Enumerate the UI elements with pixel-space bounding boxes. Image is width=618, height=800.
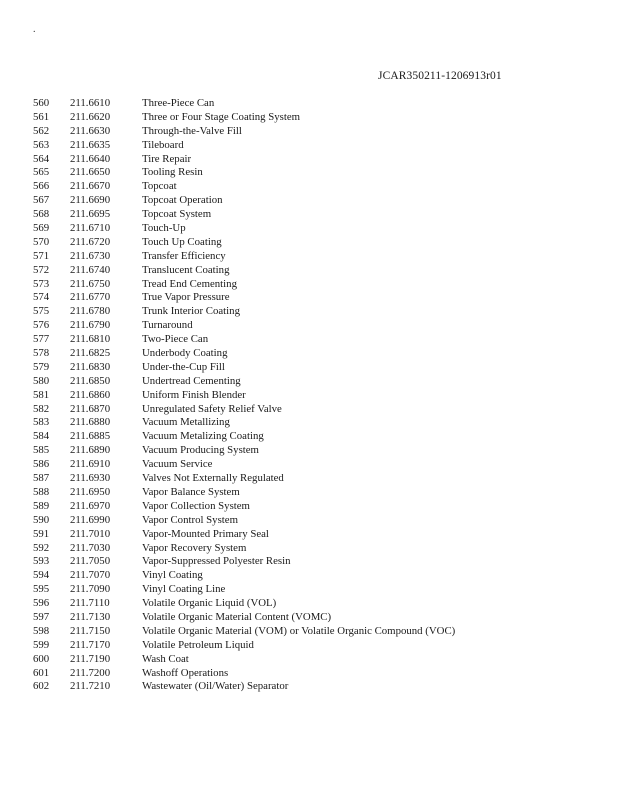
defined-term: Vacuum Service [142, 458, 213, 471]
defined-term: Tire Repair [142, 152, 192, 165]
row-number: 572 [33, 263, 50, 276]
list-item [0, 180, 618, 194]
section-number: 211.6885 [70, 430, 111, 443]
section-number: 211.6910 [70, 458, 111, 471]
section-number: 211.6880 [70, 416, 111, 429]
list-item [0, 611, 618, 625]
list-item [0, 208, 618, 222]
section-number: 211.6635 [70, 138, 111, 151]
row-number: 560 [33, 97, 50, 109]
row-number: 575 [33, 305, 50, 318]
section-number: 211.6770 [70, 291, 111, 304]
defined-term: Vapor Recovery System [142, 541, 247, 554]
list-item [0, 125, 618, 139]
list-item [0, 583, 618, 597]
section-number: 211.7110 [70, 597, 110, 610]
row-number: 599 [33, 638, 50, 651]
defined-term: Wastewater (Oil/Water) Separator [142, 680, 289, 693]
section-number: 211.6860 [70, 388, 111, 401]
list-item [0, 542, 618, 556]
defined-term: Tread End Cementing [142, 277, 237, 290]
defined-term: Topcoat [142, 180, 177, 193]
defined-term: Underbody Coating [142, 347, 228, 360]
defined-term: Vacuum Metalizing Coating [142, 430, 264, 443]
row-number: 577 [33, 333, 50, 346]
defined-term: Tileboard [142, 138, 184, 151]
row-number: 569 [33, 222, 50, 235]
row-number: 563 [33, 138, 50, 151]
section-number: 211.7210 [70, 680, 111, 693]
defined-term: Translucent Coating [142, 263, 230, 276]
row-number: 598 [33, 624, 50, 637]
document-id: JCAR350211-1206913r01 [378, 70, 502, 82]
row-number: 571 [33, 249, 50, 262]
row-number: 590 [33, 513, 50, 526]
section-number: 211.7070 [70, 569, 111, 582]
defined-term: Topcoat System [142, 208, 212, 221]
list-item [0, 500, 618, 514]
list-item [0, 389, 618, 403]
section-number: 211.6650 [70, 166, 111, 179]
section-number: 211.6930 [70, 472, 111, 485]
list-item [0, 347, 618, 361]
defined-term: Vapor-Suppressed Polyester Resin [142, 555, 291, 568]
defined-term: Vinyl Coating Line [142, 583, 226, 596]
list-item [0, 458, 618, 472]
defined-term: Touch Up Coating [142, 235, 222, 248]
section-number: 211.6990 [70, 513, 111, 526]
defined-term: Vacuum Metallizing [142, 416, 230, 429]
section-number: 211.6620 [70, 110, 111, 123]
row-number: 592 [33, 541, 50, 554]
defined-term: Trunk Interior Coating [142, 305, 240, 318]
section-number: 211.6670 [70, 180, 111, 193]
row-number: 576 [33, 319, 50, 332]
row-number: 581 [33, 388, 50, 401]
row-number: 593 [33, 555, 50, 568]
defined-term: Vapor-Mounted Primary Seal [142, 527, 269, 540]
list-item [0, 194, 618, 208]
list-item [0, 597, 618, 611]
row-number: 587 [33, 472, 50, 485]
row-number: 602 [33, 680, 50, 693]
row-number: 562 [33, 124, 50, 137]
list-item [0, 333, 618, 347]
section-number: 211.6720 [70, 235, 111, 248]
row-number: 574 [33, 291, 50, 304]
row-number: 580 [33, 374, 50, 387]
row-number: 570 [33, 235, 50, 248]
list-item [0, 236, 618, 250]
section-number: 211.7130 [70, 610, 111, 623]
row-number: 586 [33, 458, 50, 471]
list-item [0, 97, 618, 111]
defined-term: Unregulated Safety Relief Valve [142, 402, 282, 415]
row-number: 600 [33, 652, 50, 665]
list-item [0, 514, 618, 528]
row-number: 564 [33, 152, 50, 165]
definitions-list [0, 97, 618, 694]
defined-term: Touch-Up [142, 222, 186, 235]
row-number: 601 [33, 666, 50, 679]
row-number: 573 [33, 277, 50, 290]
defined-term: Wash Coat [142, 652, 189, 665]
list-item [0, 667, 618, 681]
defined-term: Uniform Finish Blender [142, 388, 246, 401]
row-number: 597 [33, 610, 50, 623]
list-item [0, 305, 618, 319]
section-number: 211.6710 [70, 222, 111, 235]
section-number: 211.7050 [70, 555, 111, 568]
list-item [0, 291, 618, 305]
section-number: 211.7170 [70, 638, 111, 651]
section-number: 211.6830 [70, 360, 111, 373]
list-item [0, 222, 618, 236]
section-number: 211.7090 [70, 583, 111, 596]
list-item [0, 139, 618, 153]
row-number: 579 [33, 360, 50, 373]
defined-term: Transfer Efficiency [142, 249, 226, 262]
defined-term: Volatile Organic Material (VOM) or Volatile Organic Compound (VOC) [142, 624, 456, 637]
list-item [0, 528, 618, 542]
row-number: 594 [33, 569, 50, 582]
defined-term: Volatile Organic Liquid (VOL) [142, 597, 277, 610]
defined-term: Valves Not Externally Regulated [142, 472, 284, 485]
list-item [0, 569, 618, 583]
row-number: 589 [33, 499, 50, 512]
list-item [0, 153, 618, 167]
list-item [0, 375, 618, 389]
defined-term: Three or Four Stage Coating System [142, 110, 301, 123]
section-number: 211.6690 [70, 194, 111, 207]
defined-term: Topcoat Operation [142, 194, 223, 207]
list-item [0, 639, 618, 653]
row-number: 596 [33, 597, 50, 610]
stray-mark: . [33, 24, 36, 35]
row-number: 585 [33, 444, 50, 457]
section-number: 211.6950 [70, 485, 111, 498]
defined-term: Volatile Petroleum Liquid [142, 638, 254, 651]
section-number: 211.6810 [70, 333, 111, 346]
row-number: 568 [33, 208, 50, 221]
list-item [0, 111, 618, 125]
defined-term: Through-the-Valve Fill [142, 124, 242, 137]
row-number: 578 [33, 347, 50, 360]
list-item [0, 166, 618, 180]
list-item [0, 555, 618, 569]
section-number: 211.6790 [70, 319, 111, 332]
section-number: 211.6780 [70, 305, 111, 318]
row-number: 595 [33, 583, 50, 596]
section-number: 211.6740 [70, 263, 111, 276]
section-number: 211.6640 [70, 152, 111, 165]
defined-term: Vapor Control System [142, 513, 238, 526]
defined-term: Vacuum Producing System [142, 444, 259, 457]
section-number: 211.6750 [70, 277, 111, 290]
list-item [0, 416, 618, 430]
section-number: 211.6695 [70, 208, 111, 221]
defined-term: Undertread Cementing [142, 374, 241, 387]
section-number: 211.7030 [70, 541, 111, 554]
defined-term: Two-Piece Can [142, 333, 209, 346]
list-item [0, 680, 618, 694]
section-number: 211.7010 [70, 527, 111, 540]
defined-term: Vapor Balance System [142, 485, 240, 498]
defined-term: Under-the-Cup Fill [142, 360, 225, 373]
defined-term: Tooling Resin [142, 166, 203, 179]
section-number: 211.6970 [70, 499, 111, 512]
section-number: 211.6610 [70, 97, 111, 109]
list-item [0, 361, 618, 375]
section-number: 211.7200 [70, 666, 111, 679]
defined-term: True Vapor Pressure [142, 291, 230, 304]
row-number: 583 [33, 416, 50, 429]
row-number: 588 [33, 485, 50, 498]
list-item [0, 472, 618, 486]
defined-term: Three-Piece Can [142, 97, 215, 109]
list-item [0, 250, 618, 264]
list-item [0, 430, 618, 444]
list-item [0, 625, 618, 639]
section-number: 211.7150 [70, 624, 111, 637]
row-number: 567 [33, 194, 50, 207]
section-number: 211.6890 [70, 444, 111, 457]
list-item [0, 319, 618, 333]
list-item [0, 264, 618, 278]
defined-term: Turnaround [142, 319, 193, 332]
section-number: 211.6850 [70, 374, 111, 387]
list-item [0, 403, 618, 417]
section-number: 211.6630 [70, 124, 111, 137]
row-number: 582 [33, 402, 50, 415]
defined-term: Volatile Organic Material Content (VOMC) [142, 610, 332, 623]
section-number: 211.6825 [70, 347, 111, 360]
list-item [0, 444, 618, 458]
defined-term: Vinyl Coating [142, 569, 203, 582]
defined-term: Vapor Collection System [142, 499, 250, 512]
row-number: 591 [33, 527, 50, 540]
row-number: 565 [33, 166, 50, 179]
list-item [0, 486, 618, 500]
list-item [0, 278, 618, 292]
section-number: 211.6870 [70, 402, 111, 415]
section-number: 211.6730 [70, 249, 111, 262]
section-number: 211.7190 [70, 652, 111, 665]
row-number: 566 [33, 180, 50, 193]
row-number: 561 [33, 110, 50, 123]
defined-term: Washoff Operations [142, 666, 229, 679]
row-number: 584 [33, 430, 50, 443]
list-item [0, 653, 618, 667]
